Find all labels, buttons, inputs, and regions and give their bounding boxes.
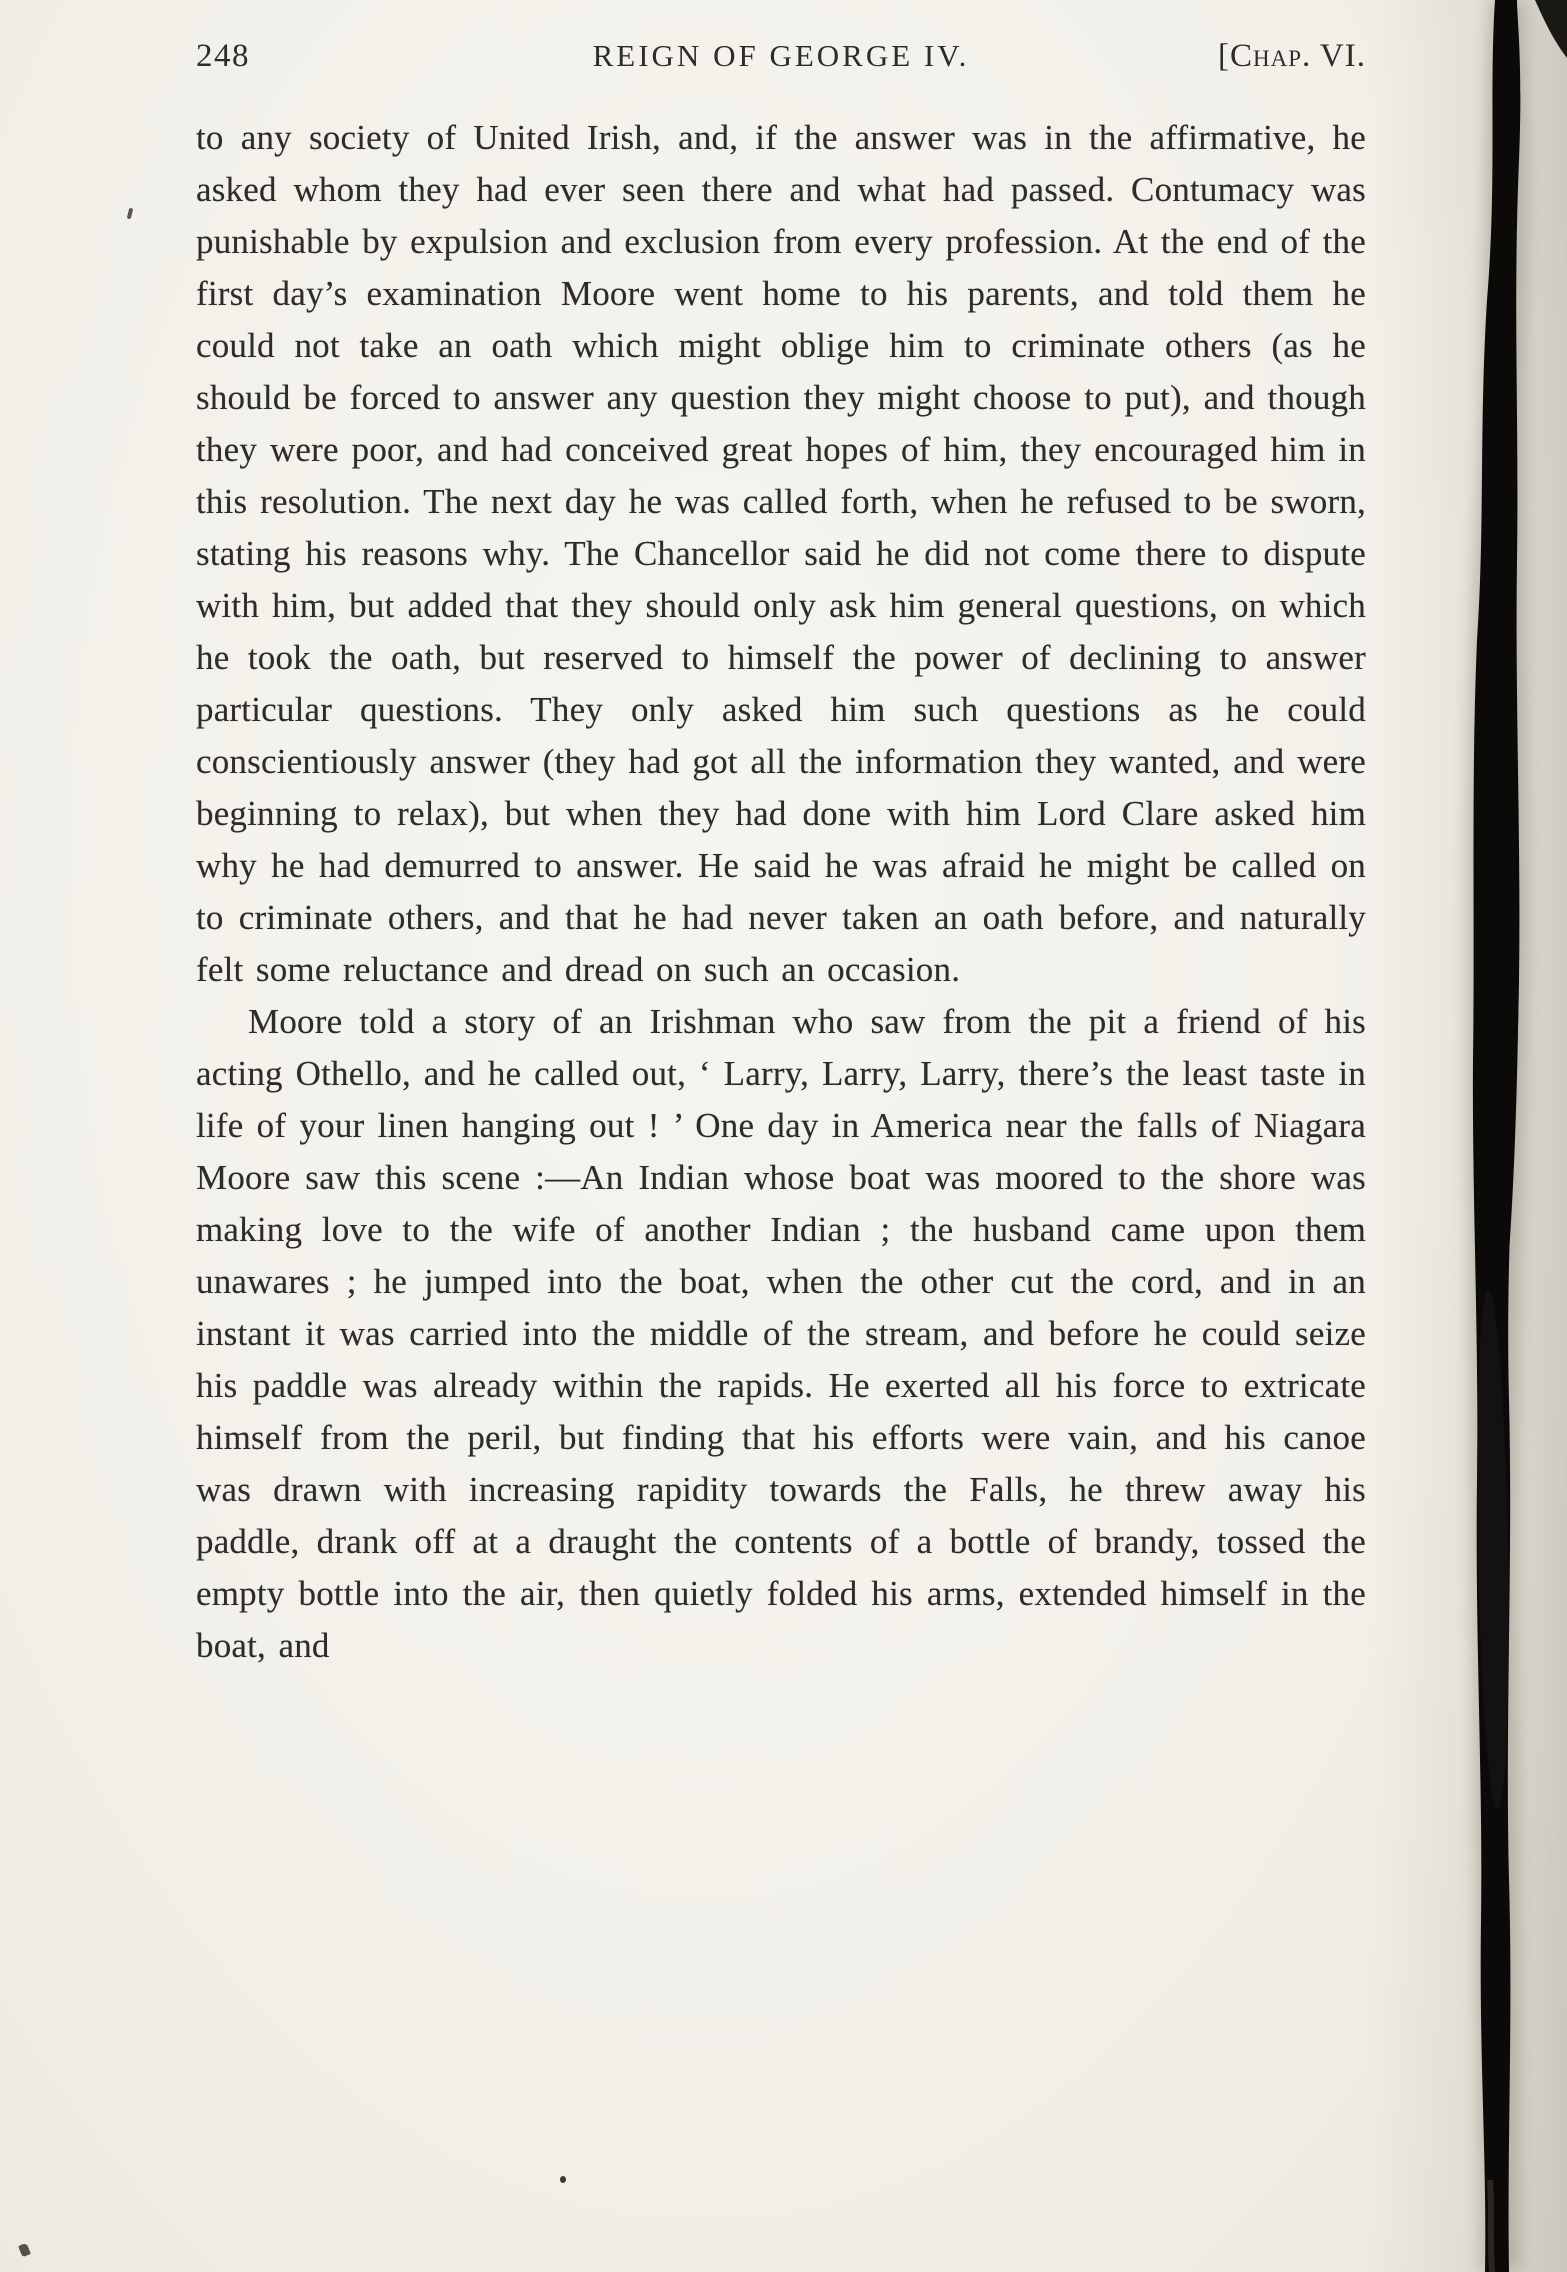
paragraph-1: to any society of United Irish, and, if the answer was in the affirmative, he asked whom they had ever seen there and what had passed. Contumacy was punishable by expulsion and exclusion from every profession. At the end of the first day’s examination Moore went home to his parents, and told them he could not take an oath which might oblige him to criminate others (as he should be forced to answer any question they might choose to put), and though they were poor, and had conceived great hopes of him, they encouraged him in this resolution. The next day he was called forth, when he refused to be sworn, stating his reasons why. The Chancellor said he did not come there to dispute with him, but added that they should only ask him general questions, on which he took the oath, but reserved to himself the power of declining to answer particular questions. They only asked him such questions as he could conscientiously answer (they had got all the information they wanted, and were beginning to relax), but when they had done with him Lord Clare asked him why he had demurred to answer. He said he was afraid he might be called on to criminate others, and that he had never taken an oath before, and naturally felt some reluctance and dread on such an occasion. [196,118,1366,989]
bottom-center-dot [560,2176,566,2183]
margin-comma-mark [127,208,134,220]
scan-gutter-shading [1367,0,1567,2272]
scan-streak-artifact [1417,0,1567,2272]
page-header [196,38,1366,75]
chapter-label: [Chap. VI. [1218,38,1366,74]
running-title: REIGN OF GEORGE IV. [592,38,970,73]
page-body-text [196,112,1366,1672]
bottom-left-speck [18,2243,31,2257]
page-number: 248 [196,38,250,74]
paragraph-2: Moore told a story of an Irishman who saw from the pit a friend of his acting Othello, and he called out, ‘ Larry, Larry, Larry, there’s the least taste in life of your linen hanging out ! ’ One day in America near the falls of Niagara Moore saw this scene :—An Indian whose boat was moored to the shore was making love to the wife of another Indian ; the husband came upon them unawares ; he jumped into the boat, when the other cut the cord, and in an instant it was carried into the middle of the stream, and before he could seize his paddle was already within the rapids. He exerted all his force to extricate himself from the peril, but finding that his efforts were vain, and his canoe was drawn with increasing rapidity towards the Falls, he threw away his paddle, drank off at a draught the contents of a bottle of brandy, tossed the empty bottle into the air, then quietly folded his arms, extended himself in the boat, and [196,1002,1366,1665]
